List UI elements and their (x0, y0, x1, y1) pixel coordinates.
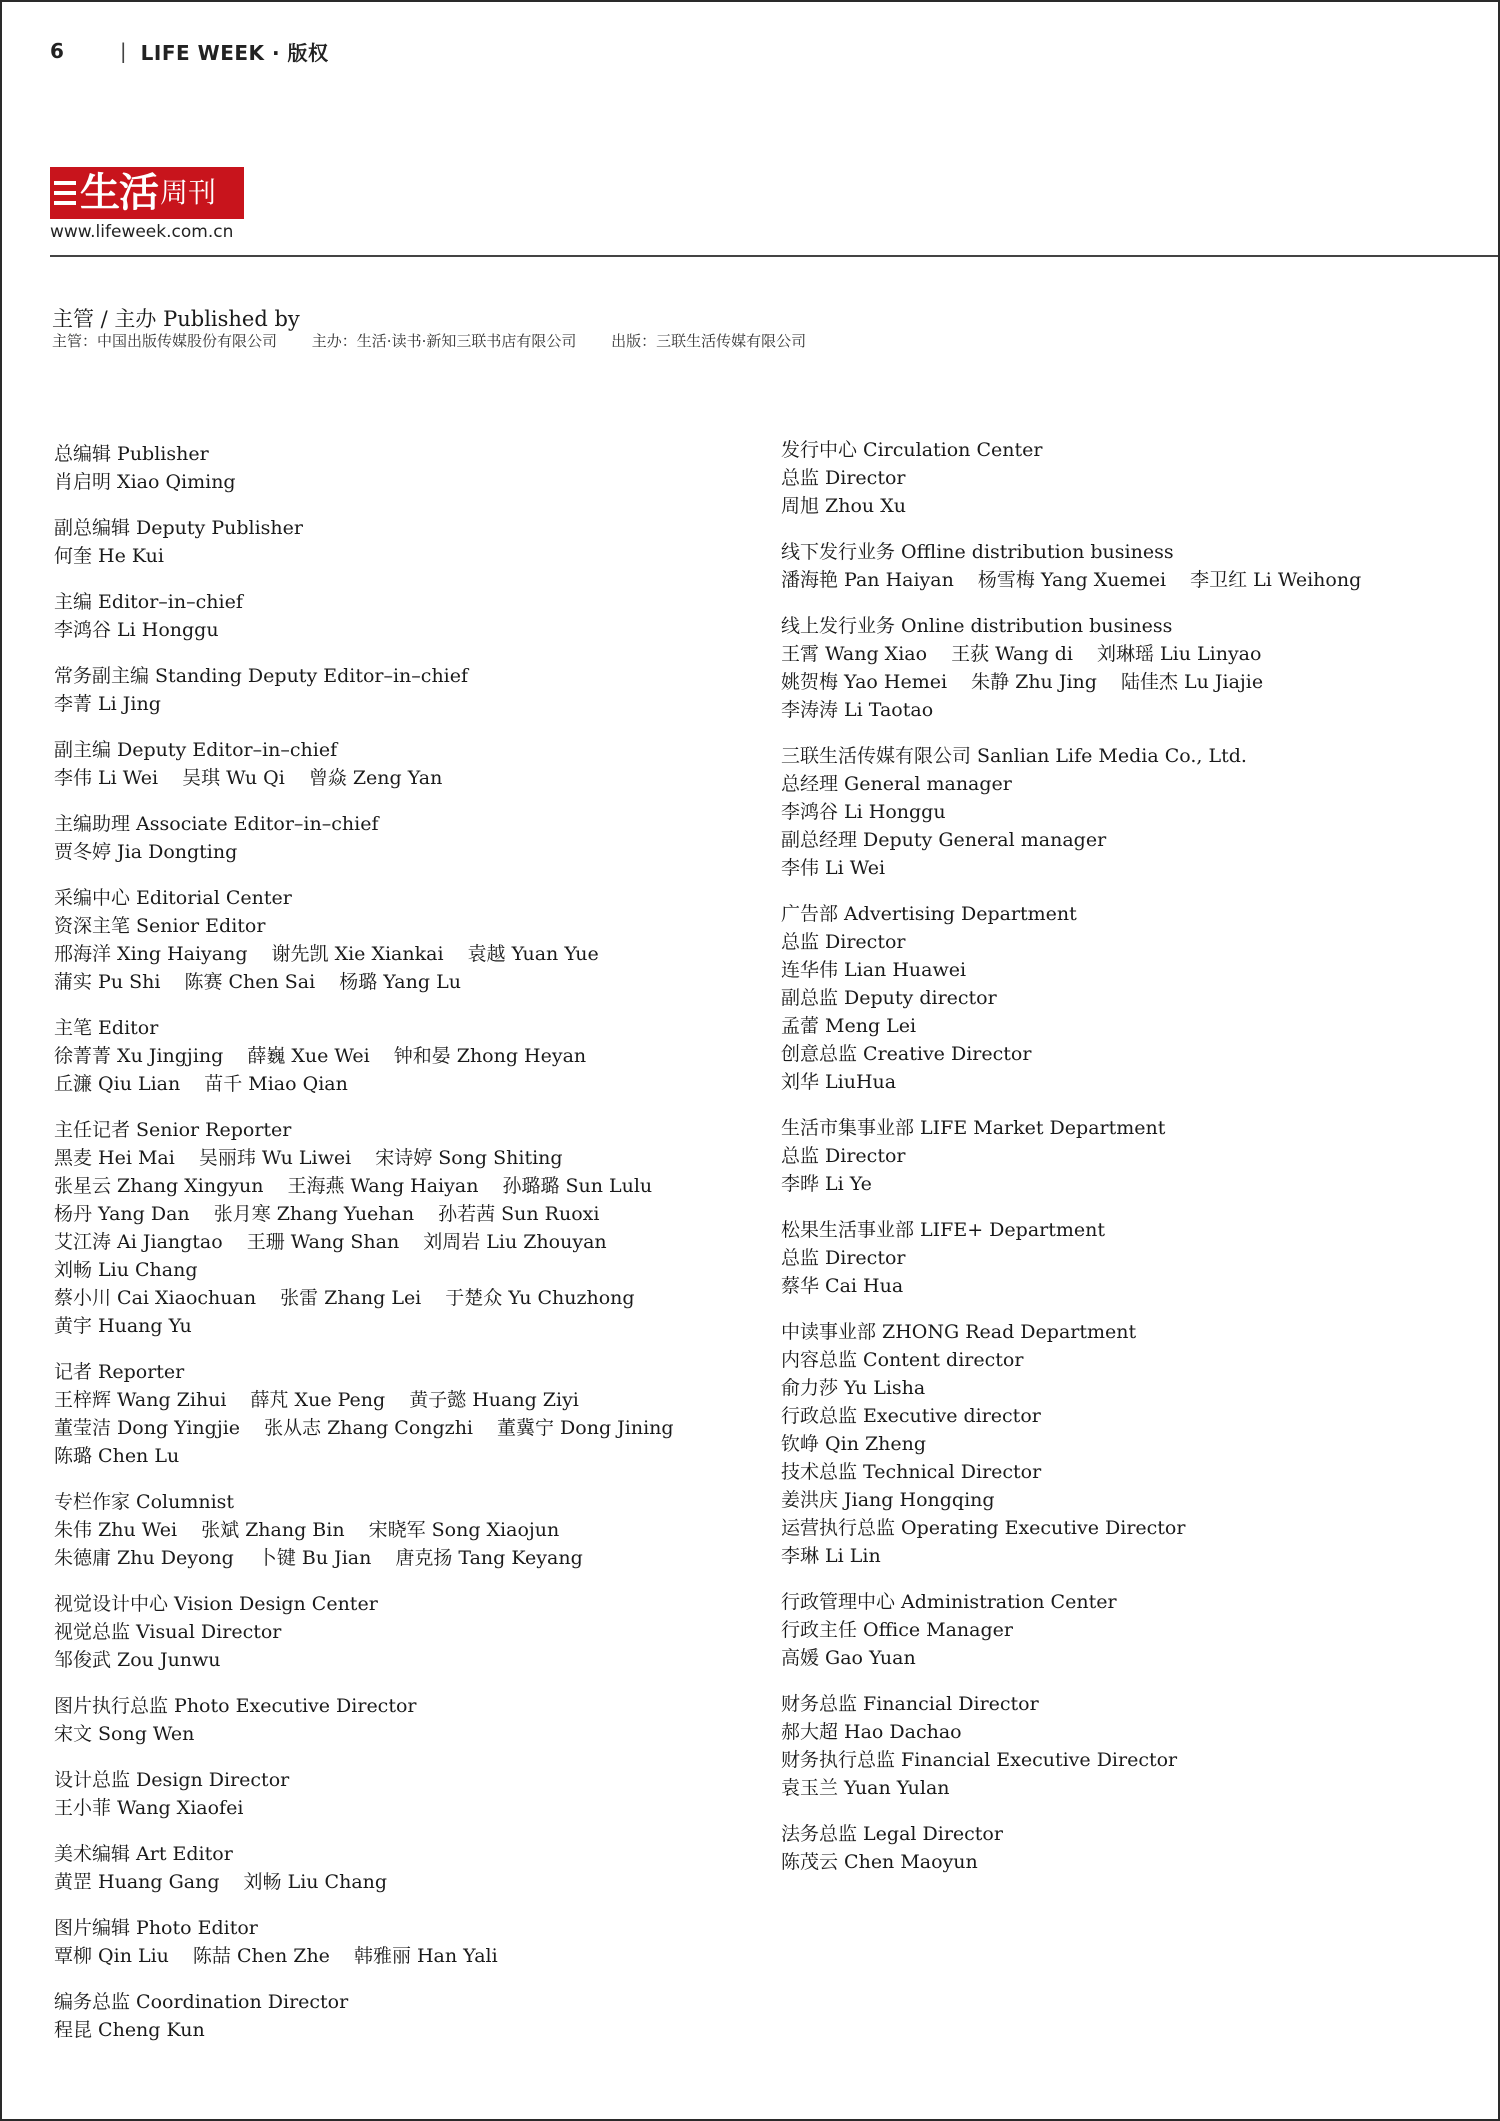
masthead-section (781, 538, 1481, 594)
staff-entry: 覃柳 Qin Liu (54, 1945, 169, 1967)
header-title: LIFE WEEK · 版权 (140, 40, 329, 65)
section-title (781, 1588, 1481, 1616)
staff-line (54, 1042, 754, 1070)
section-title-text: 副总编辑 Deputy Publisher (54, 517, 303, 539)
section-title (54, 1358, 754, 1386)
staff-line (781, 854, 1481, 882)
staff-entry: 陈茂云 Chen Maoyun (781, 1851, 978, 1873)
masthead-section (781, 1820, 1481, 1876)
staff-entry: 唐克扬 Tang Keyang (395, 1547, 583, 1569)
staff-entry: 李鸿谷 Li Honggu (781, 801, 946, 823)
section-title (54, 1766, 754, 1794)
staff-entry: 吴琪 Wu Qi (182, 767, 285, 789)
section-title-text: 行政管理中心 Administration Center (781, 1591, 1117, 1613)
masthead-section (54, 662, 754, 718)
masthead-section (781, 1216, 1481, 1300)
staff-entry: 陈喆 Chen Zhe (192, 1945, 330, 1967)
staff-line (781, 1774, 1481, 1802)
section-title (781, 900, 1481, 928)
staff-entry: 副总监 Deputy director (781, 987, 997, 1009)
staff-entry: 陆佳杰 Lu Jiajie (1120, 671, 1264, 693)
staff-line (781, 1486, 1481, 1514)
staff-entry: 创意总监 Creative Director (781, 1043, 1032, 1065)
masthead-section (54, 1358, 754, 1470)
staff-line (54, 1228, 754, 1256)
staff-entry: 黄子懿 Huang Ziyi (409, 1389, 579, 1411)
staff-entry: 宋晓军 Song Xiaojun (368, 1519, 560, 1541)
staff-entry: 张月寒 Zhang Yuehan (213, 1203, 415, 1225)
staff-line (781, 928, 1481, 956)
section-title (781, 538, 1481, 566)
staff-entry: 内容总监 Content director (781, 1349, 1024, 1371)
masthead-section (54, 1488, 754, 1572)
staff-entry: 宋文 Song Wen (54, 1723, 195, 1745)
section-title (54, 810, 754, 838)
staff-entry: 袁玉兰 Yuan Yulan (781, 1777, 950, 1799)
staff-entry: 刘畅 Liu Chang (243, 1871, 388, 1893)
staff-entry: 技术总监 Technical Director (781, 1461, 1042, 1483)
staff-line (781, 1458, 1481, 1486)
section-title (781, 612, 1481, 640)
staff-line (781, 1746, 1481, 1774)
staff-line (54, 1516, 754, 1544)
staff-line (781, 1430, 1481, 1458)
website-url: www.lifeweek.com.cn (50, 222, 234, 242)
section-title (54, 1840, 754, 1868)
staff-entry: 王小菲 Wang Xiaofei (54, 1797, 244, 1819)
masthead-section (54, 514, 754, 570)
section-title (54, 662, 754, 690)
staff-line (781, 1616, 1481, 1644)
section-title (781, 1318, 1481, 1346)
section-title-text: 设计总监 Design Director (54, 1769, 290, 1791)
staff-entry: 苗千 Miao Qian (204, 1073, 348, 1095)
staff-entry: 曾焱 Zeng Yan (308, 767, 443, 789)
staff-line (54, 690, 754, 718)
staff-entry: 郝大超 Hao Dachao (781, 1721, 962, 1743)
staff-line (781, 464, 1481, 492)
masthead-section (54, 440, 754, 496)
staff-line (54, 1942, 754, 1970)
staff-entry: 程昆 Cheng Kun (54, 2019, 205, 2041)
staff-line (781, 1346, 1481, 1374)
staff-line (781, 1374, 1481, 1402)
masthead-section (54, 1914, 754, 1970)
masthead-left-column (54, 440, 754, 2062)
staff-line (54, 1794, 754, 1822)
staff-line (781, 566, 1481, 594)
staff-entry: 李鸿谷 Li Honggu (54, 619, 219, 641)
staff-entry: 薛巍 Xue Wei (247, 1045, 370, 1067)
staff-line (54, 1200, 754, 1228)
staff-entry: 张雷 Zhang Lei (280, 1287, 422, 1309)
header-separator: | (119, 39, 127, 63)
staff-entry: 蒲实 Pu Shi (54, 971, 161, 993)
staff-entry: 黄罡 Huang Gang (54, 1871, 220, 1893)
section-title-text: 视觉设计中心 Vision Design Center (54, 1593, 378, 1615)
publisher-supervisor: 主管：中国出版传媒股份有限公司 (52, 332, 278, 350)
staff-entry: 行政主任 Office Manager (781, 1619, 1013, 1641)
section-title-text: 法务总监 Legal Director (781, 1823, 1003, 1845)
staff-entry: 总监 Director (781, 1145, 906, 1167)
section-title-text: 广告部 Advertising Department (781, 903, 1077, 925)
section-title (781, 742, 1481, 770)
staff-entry: 刘周岩 Liu Zhouyan (423, 1231, 607, 1253)
section-title (54, 1914, 754, 1942)
staff-line (54, 616, 754, 644)
staff-entry: 孟蕾 Meng Lei (781, 1015, 917, 1037)
masthead-section (54, 588, 754, 644)
staff-entry: 张从志 Zhang Congzhi (264, 1417, 474, 1439)
staff-entry: 张星云 Zhang Xingyun (54, 1175, 264, 1197)
staff-line (781, 770, 1481, 798)
staff-line (781, 1542, 1481, 1570)
staff-entry: 黑麦 Hei Mai (54, 1147, 175, 1169)
staff-entry: 董莹洁 Dong Yingjie (54, 1417, 241, 1439)
staff-line (54, 1256, 754, 1284)
staff-entry: 潘海艳 Pan Haiyan (781, 569, 954, 591)
staff-entry: 于楚众 Yu Chuzhong (445, 1287, 635, 1309)
section-title (54, 1988, 754, 2016)
section-title (781, 1690, 1481, 1718)
staff-line (54, 1442, 754, 1470)
section-title-text: 发行中心 Circulation Center (781, 439, 1043, 461)
staff-entry: 副总经理 Deputy General manager (781, 829, 1107, 851)
section-title-text: 图片执行总监 Photo Executive Director (54, 1695, 417, 1717)
staff-entry: 邹俊武 Zou Junwu (54, 1649, 221, 1671)
section-title-text: 线上发行业务 Online distribution business (781, 615, 1173, 637)
logo-mark-icon (50, 167, 80, 219)
section-title-text: 主笔 Editor (54, 1017, 159, 1039)
staff-entry: 总监 Director (781, 931, 906, 953)
staff-line (54, 1284, 754, 1312)
masthead-section (781, 1588, 1481, 1672)
staff-entry: 朱静 Zhu Jing (971, 671, 1097, 693)
staff-entry: 杨璐 Yang Lu (339, 971, 461, 993)
staff-entry: 王霄 Wang Xiao (781, 643, 928, 665)
staff-entry: 蔡小川 Cai Xiaochuan (54, 1287, 257, 1309)
staff-entry: 陈璐 Chen Lu (54, 1445, 180, 1467)
staff-line (54, 1868, 754, 1896)
section-title (54, 588, 754, 616)
staff-entry: 钦峥 Qin Zheng (781, 1433, 927, 1455)
staff-entry: 刘华 LiuHua (781, 1071, 897, 1093)
staff-entry: 孙璐璐 Sun Lulu (502, 1175, 653, 1197)
staff-entry: 王梓辉 Wang Zihui (54, 1389, 227, 1411)
section-title-text: 主编助理 Associate Editor–in–chief (54, 813, 379, 835)
section-title (54, 736, 754, 764)
staff-entry: 朱伟 Zhu Wei (54, 1519, 178, 1541)
staff-line (54, 912, 754, 940)
staff-line (54, 1144, 754, 1172)
page-number: 6 (50, 39, 64, 63)
staff-entry: 视觉总监 Visual Director (54, 1621, 282, 1643)
staff-line (781, 668, 1481, 696)
section-title (54, 440, 754, 468)
staff-entry: 韩雅丽 Han Yali (353, 1945, 498, 1967)
staff-line (54, 1618, 754, 1646)
staff-entry: 李晔 Li Ye (781, 1173, 872, 1195)
staff-entry: 王珊 Wang Shan (246, 1231, 400, 1253)
staff-entry: 高媛 Gao Yuan (781, 1647, 916, 1669)
masthead-section (54, 1116, 754, 1340)
masthead-section (54, 1692, 754, 1748)
masthead-section (54, 884, 754, 996)
staff-line (54, 1312, 754, 1340)
masthead-section (781, 1318, 1481, 1570)
staff-line (781, 1848, 1481, 1876)
staff-entry: 肖启明 Xiao Qiming (54, 471, 236, 493)
section-title (54, 1014, 754, 1042)
staff-entry: 周旭 Zhou Xu (781, 495, 906, 517)
staff-entry: 王荻 Wang di (951, 643, 1073, 665)
staff-entry: 丘濂 Qiu Lian (54, 1073, 181, 1095)
staff-entry: 袁越 Yuan Yue (467, 943, 599, 965)
staff-entry: 邢海洋 Xing Haiyang (54, 943, 248, 965)
staff-line (781, 984, 1481, 1012)
staff-entry: 总监 Director (781, 1247, 906, 1269)
publisher-publisher: 出版：三联生活传媒有限公司 (611, 332, 807, 350)
section-title-text: 采编中心 Editorial Center (54, 887, 292, 909)
staff-entry: 财务执行总监 Financial Executive Director (781, 1749, 1178, 1771)
staff-entry: 钟和晏 Zhong Heyan (393, 1045, 587, 1067)
staff-entry: 李涛涛 Li Taotao (781, 699, 934, 721)
staff-entry: 李伟 Li Wei (781, 857, 886, 879)
staff-entry: 连华伟 Lian Huawei (781, 959, 967, 981)
section-title (54, 1590, 754, 1618)
staff-line (781, 826, 1481, 854)
staff-line (781, 1040, 1481, 1068)
staff-entry: 艾江涛 Ai Jiangtao (54, 1231, 223, 1253)
section-title-text: 副主编 Deputy Editor–in–chief (54, 739, 338, 761)
staff-entry: 杨雪梅 Yang Xuemei (977, 569, 1167, 591)
staff-line (781, 640, 1481, 668)
section-title (781, 1216, 1481, 1244)
staff-line (781, 1068, 1481, 1096)
section-title (54, 1692, 754, 1720)
masthead-section (54, 1988, 754, 2044)
section-title-text: 线下发行业务 Offline distribution business (781, 541, 1174, 563)
masthead-section (781, 900, 1481, 1096)
masthead-section (781, 1690, 1481, 1802)
staff-entry: 吴丽玮 Wu Liwei (198, 1147, 352, 1169)
masthead-section (781, 742, 1481, 882)
staff-line (54, 1386, 754, 1414)
section-title-text: 美术编辑 Art Editor (54, 1843, 233, 1865)
staff-line (781, 1514, 1481, 1542)
staff-line (54, 1414, 754, 1442)
staff-entry: 总监 Director (781, 467, 906, 489)
staff-line (781, 1644, 1481, 1672)
masthead-section (781, 612, 1481, 724)
staff-entry: 姚贺梅 Yao Hemei (781, 671, 948, 693)
section-title-text: 财务总监 Financial Director (781, 1693, 1039, 1715)
staff-entry: 刘畅 Liu Chang (54, 1259, 198, 1281)
section-title (781, 1114, 1481, 1142)
staff-line (54, 838, 754, 866)
published-by-heading: 主管 / 主办 Published by (52, 307, 300, 331)
masthead-section (54, 1840, 754, 1896)
staff-line (781, 798, 1481, 826)
section-title (54, 1116, 754, 1144)
staff-line (54, 1720, 754, 1748)
logo-text-big: 生活 (80, 170, 158, 216)
section-title (54, 1488, 754, 1516)
staff-entry: 总经理 General manager (781, 773, 1012, 795)
section-title (54, 514, 754, 542)
section-title-text: 总编辑 Publisher (54, 443, 209, 465)
masthead-section (54, 736, 754, 792)
masthead-section (54, 1766, 754, 1822)
staff-entry: 薛芃 Xue Peng (250, 1389, 386, 1411)
staff-line (781, 1272, 1481, 1300)
staff-line (54, 764, 754, 792)
staff-entry: 贾冬婷 Jia Dongting (54, 841, 238, 863)
section-title-text: 主任记者 Senior Reporter (54, 1119, 292, 1141)
masthead-section (54, 1590, 754, 1674)
staff-entry: 李菁 Li Jing (54, 693, 161, 715)
publisher-sponsor: 主办：生活·读书·新知三联书店有限公司 (311, 332, 577, 350)
staff-entry: 朱德庸 Zhu Deyong (54, 1547, 234, 1569)
running-header (50, 36, 329, 66)
staff-entry: 蔡华 Cai Hua (781, 1275, 904, 1297)
section-title-text: 常务副主编 Standing Deputy Editor–in–chief (54, 665, 469, 687)
magazine-logo (50, 167, 244, 219)
staff-entry: 谢先凯 Xie Xiankai (271, 943, 444, 965)
staff-entry: 孙若茜 Sun Ruoxi (438, 1203, 600, 1225)
staff-entry: 宋诗婷 Song Shiting (375, 1147, 563, 1169)
staff-entry: 董冀宁 Dong Jining (497, 1417, 674, 1439)
staff-line (781, 1244, 1481, 1272)
staff-line (781, 1142, 1481, 1170)
staff-line (54, 1544, 754, 1572)
section-title-text: 中读事业部 ZHONG Read Department (781, 1321, 1137, 1343)
section-title (781, 436, 1481, 464)
staff-line (781, 956, 1481, 984)
staff-line (781, 1012, 1481, 1040)
staff-line (54, 940, 754, 968)
section-title-text: 图片编辑 Photo Editor (54, 1917, 258, 1939)
published-by-line (52, 330, 836, 351)
staff-line (54, 542, 754, 570)
section-title-text: 三联生活传媒有限公司 Sanlian Life Media Co., Ltd. (781, 745, 1247, 767)
staff-entry: 杨丹 Yang Dan (54, 1203, 190, 1225)
staff-entry: 卜键 Bu Jian (257, 1547, 372, 1569)
section-title (781, 1820, 1481, 1848)
staff-entry: 何奎 He Kui (54, 545, 164, 567)
logo-text-small: 周刊 (160, 176, 217, 209)
masthead-section (54, 1014, 754, 1098)
staff-entry: 王海燕 Wang Haiyan (287, 1175, 479, 1197)
staff-line (54, 2016, 754, 2044)
staff-entry: 李卫红 Li Weihong (1190, 569, 1362, 591)
header-rule (50, 255, 1498, 257)
section-title-text: 主编 Editor–in–chief (54, 591, 243, 613)
staff-entry: 张斌 Zhang Bin (201, 1519, 345, 1541)
staff-entry: 徐菁菁 Xu Jingjing (54, 1045, 224, 1067)
staff-entry: 李琳 Li Lin (781, 1545, 881, 1567)
staff-entry: 俞力莎 Yu Lisha (781, 1377, 926, 1399)
staff-entry: 刘琳瑶 Liu Linyao (1097, 643, 1262, 665)
staff-entry: 资深主笔 Senior Editor (54, 915, 266, 937)
staff-entry: 陈赛 Chen Sai (184, 971, 316, 993)
staff-entry: 李伟 Li Wei (54, 767, 159, 789)
staff-line (781, 1718, 1481, 1746)
section-title (54, 884, 754, 912)
staff-line (781, 1402, 1481, 1430)
staff-line (54, 1070, 754, 1098)
section-title-text: 专栏作家 Columnist (54, 1491, 235, 1513)
staff-line (781, 1170, 1481, 1198)
section-title-text: 生活市集事业部 LIFE Market Department (781, 1117, 1166, 1139)
masthead-section (781, 436, 1481, 520)
masthead-section (54, 810, 754, 866)
staff-entry: 行政总监 Executive director (781, 1405, 1041, 1427)
staff-line (54, 968, 754, 996)
staff-entry: 运营执行总监 Operating Executive Director (781, 1517, 1186, 1539)
staff-line (781, 696, 1481, 724)
masthead-right-column (781, 436, 1481, 1894)
staff-line (54, 468, 754, 496)
section-title-text: 记者 Reporter (54, 1361, 185, 1383)
staff-line (781, 492, 1481, 520)
staff-line (54, 1646, 754, 1674)
masthead-section (781, 1114, 1481, 1198)
staff-line (54, 1172, 754, 1200)
staff-entry: 黄宇 Huang Yu (54, 1315, 192, 1337)
section-title-text: 编务总监 Coordination Director (54, 1991, 349, 2013)
section-title-text: 松果生活事业部 LIFE+ Department (781, 1219, 1105, 1241)
staff-entry: 姜洪庆 Jiang Hongqing (781, 1489, 995, 1511)
